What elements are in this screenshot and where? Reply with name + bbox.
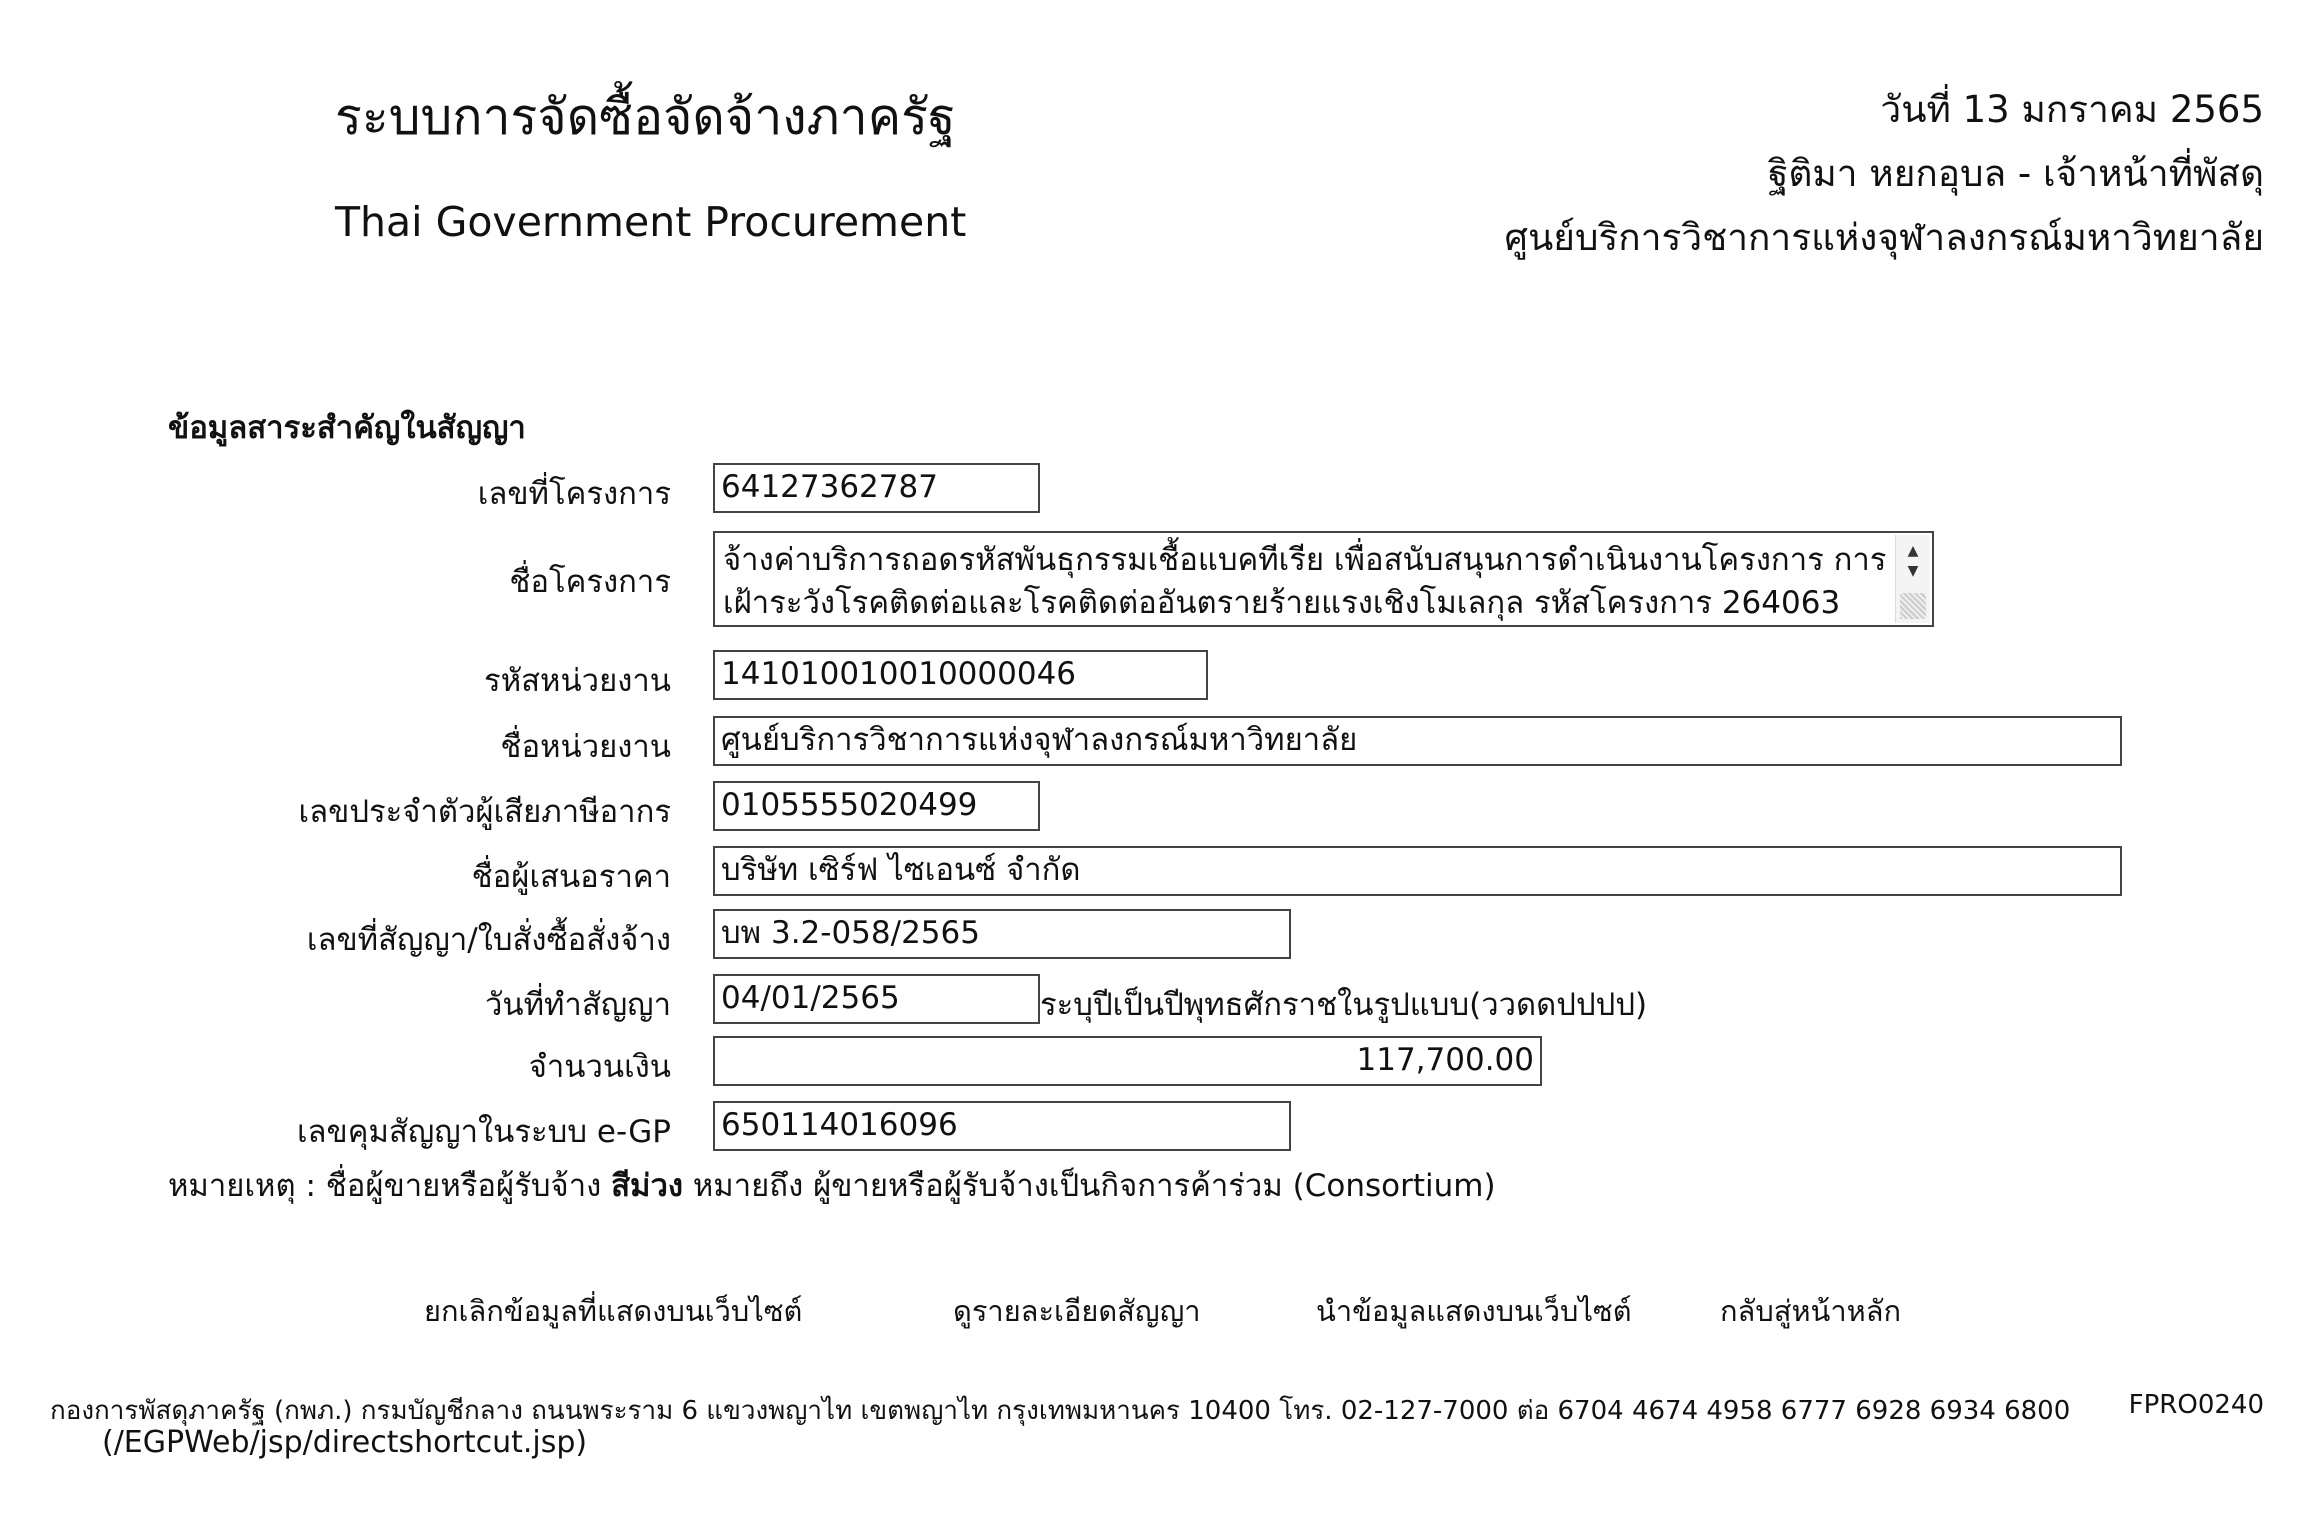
agency-name-field[interactable]: ศูนย์บริการวิชาการแห่งจุฬาลงกรณ์มหาวิทยาลัย: [713, 716, 2122, 766]
project-name-scrollbar[interactable]: [1895, 535, 1930, 623]
contract-date-hint: ระบุปีเป็นปีพุทธศักราชในรูปแบบ(ววดดปปปป): [1040, 987, 1648, 1023]
back-home-link[interactable]: กลับสู่หน้าหลัก: [1720, 1294, 1902, 1328]
contract-no-label: เลขที่สัญญา/ใบสั่งซื้อสั่งจ้าง: [306, 922, 671, 958]
egp-contract-no-field[interactable]: 650114016096: [713, 1101, 1291, 1151]
note-highlight: สีม่วง: [611, 1168, 684, 1204]
footer-path: (/EGPWeb/jsp/directshortcut.jsp): [102, 1425, 588, 1460]
agency-code-field[interactable]: 141010010010000046: [713, 650, 1208, 700]
resize-grip-icon[interactable]: [1900, 593, 1926, 619]
footer-page-code: FPRO0240: [2128, 1390, 2264, 1420]
bidder-name-label: ชื่อผู้เสนอราคา: [471, 859, 671, 895]
agency-code-label: รหัสหน่วยงาน: [484, 663, 671, 699]
note-suffix: หมายถึง ผู้ขายหรือผู้รับจ้างเป็นกิจการค้าร่วม (Consortium): [683, 1168, 1496, 1204]
header-date: วันที่ 13 มกราคม 2565: [1880, 88, 2264, 131]
project-name-textarea[interactable]: [713, 531, 1934, 627]
contract-date-field[interactable]: 04/01/2565: [713, 974, 1040, 1024]
scroll-down-icon[interactable]: ▼: [1907, 563, 1919, 579]
note-prefix: หมายเหตุ : ชื่อผู้ขายหรือผู้รับจ้าง: [168, 1168, 612, 1204]
system-title-th: ระบบการจัดซื้อจัดจ้างภาครัฐ: [335, 88, 956, 146]
contract-no-field[interactable]: บพ 3.2-058/2565: [713, 909, 1291, 959]
project-name-line-1: จ้างค่าบริการถอดรหัสพันธุกรรมเชื้อแบคทีเรีย เพื่อสนับสนุนการดำเนินงานโครงการ การ: [723, 542, 1887, 578]
egp-contract-no-label: เลขคุมสัญญาในระบบ e-GP: [296, 1114, 671, 1150]
project-name-label: ชื่อโครงการ: [509, 564, 671, 600]
publish-link[interactable]: นำข้อมูลแสดงบนเว็บไซต์: [1316, 1294, 1632, 1328]
project-no-field[interactable]: 64127362787: [713, 463, 1040, 513]
amount-field[interactable]: 117,700.00: [713, 1036, 1542, 1086]
header-user: ฐิติมา หยกอุบล - เจ้าหน้าที่พัสดุ: [1767, 152, 2264, 195]
project-no-label: เลขที่โครงการ: [477, 476, 671, 512]
section-title: ข้อมูลสาระสำคัญในสัญญา: [168, 410, 526, 446]
consortium-note: [168, 1160, 1496, 1210]
system-title-en: Thai Government Procurement: [335, 198, 967, 246]
view-contract-link[interactable]: ดูรายละเอียดสัญญา: [953, 1294, 1201, 1328]
tax-id-field[interactable]: 0105555020499: [713, 781, 1040, 831]
agency-name-label: ชื่อหน่วยงาน: [500, 729, 671, 765]
project-name-line-2: เฝ้าระวังโรคติดต่อและโรคติดต่ออันตรายร้ายแรงเชิงโมเลกุล รหัสโครงการ 264063: [723, 585, 1841, 621]
header-organization: ศูนย์บริการวิชาการแห่งจุฬาลงกรณ์มหาวิทยาลัย: [1504, 216, 2264, 259]
tax-id-label: เลขประจำตัวผู้เสียภาษีอากร: [298, 794, 671, 830]
footer-address: กองการพัสดุภาครัฐ (กพภ.) กรมบัญชีกลาง ถนนพระราม 6 แขวงพญาไท เขตพญาไท กรุงเทพมหานคร 10400 โทร. 02-127-7000 ต่อ 6704 4674 4958 6777 6928 6934 6800: [50, 1396, 2071, 1426]
contract-date-label: วันที่ทำสัญญา: [484, 987, 671, 1023]
scroll-up-icon[interactable]: ▲: [1907, 543, 1919, 559]
cancel-publish-link[interactable]: ยกเลิกข้อมูลที่แสดงบนเว็บไซต์: [424, 1294, 803, 1328]
bidder-name-field[interactable]: บริษัท เซิร์ฟ ไซเอนซ์ จำกัด: [713, 846, 2122, 896]
amount-label: จำนวนเงิน: [528, 1049, 671, 1085]
